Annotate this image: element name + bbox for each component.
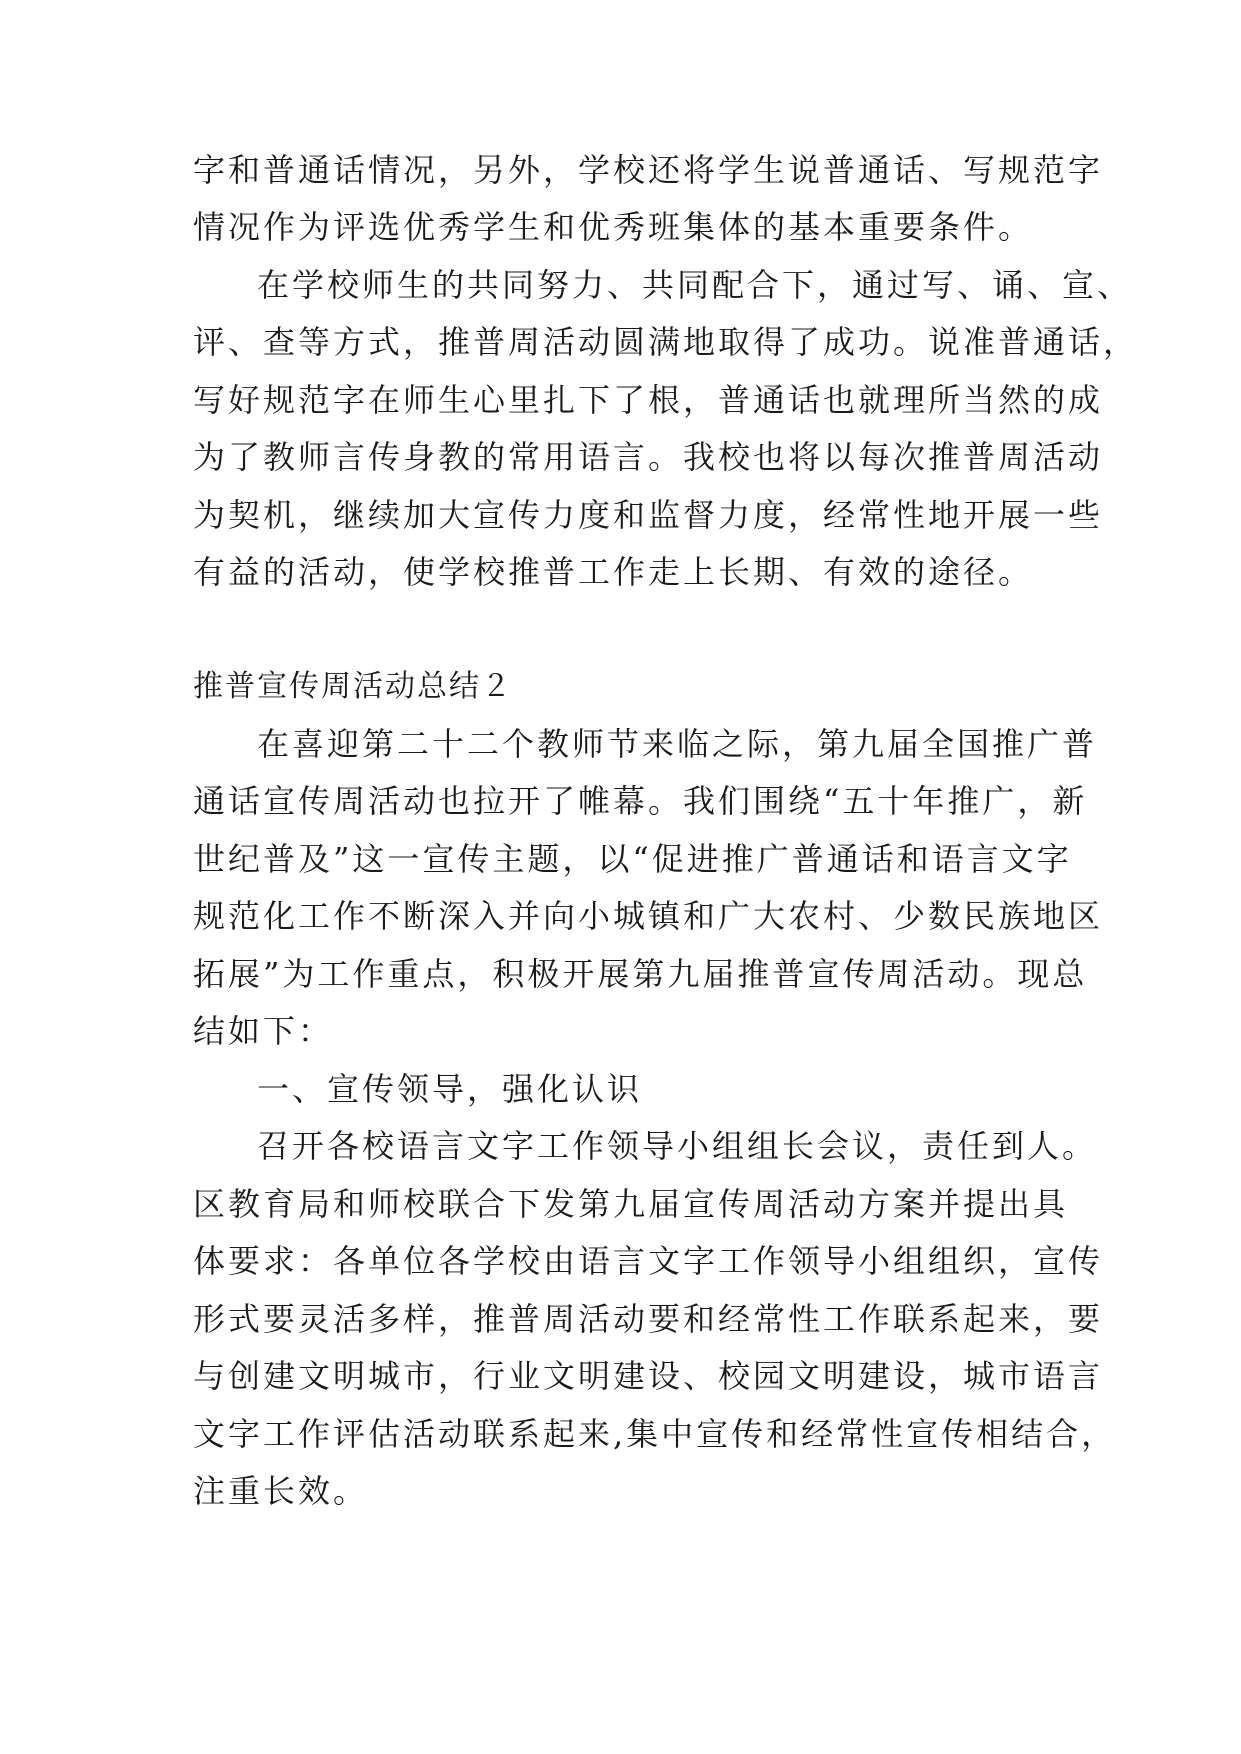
text-line: 为了教师言传身教的常用语言。我校也将以每次推普周活动: [193, 438, 1104, 476]
text-line: 有益的活动，使学校推普工作走上长期、有效的途径。: [193, 553, 1034, 591]
text-line: 注重长效。: [193, 1472, 369, 1510]
text-line: 形式要灵活多样，推普周活动要和经常性工作联系起来，要: [193, 1300, 1104, 1338]
paragraph-start-line: 召开各校语言文字工作领导小组组长会议，责任到人。: [257, 1127, 1098, 1165]
text-line: 区教育局和师校联合下发第九届宣传周活动方案并提出具: [193, 1185, 1069, 1223]
text-line: 文字工作评估活动联系起来,集中宣传和经常性宣传相结合，: [193, 1415, 1117, 1453]
text-line: 写好规范字在师生心里扎下了根，普通话也就理所当然的成: [193, 381, 1104, 419]
text-line: 拓展”为工作重点，积极开展第九届推普宣传周活动。现总: [193, 955, 1088, 993]
paragraph-start-line: 在学校师生的共同努力、共同配合下，通过写、诵、宣、: [257, 266, 1133, 304]
text-line: 结如下：: [193, 1012, 334, 1050]
text-line: 规范化工作不断深入并向小城镇和广大农村、少数民族地区: [193, 897, 1104, 935]
text-line: 世纪普及”这一宣传主题，以“促进推广普通话和语言文字: [193, 840, 1072, 878]
text-line: 体要求：各单位各学校由语言文字工作领导小组组织，宣传: [193, 1242, 1104, 1280]
text-line: 为契机，继续加大宣传力度和监督力度，经常性地开展一些: [193, 496, 1104, 534]
text-line: 通话宣传周活动也拉开了帷幕。我们围绕“五十年推广，新: [193, 782, 1088, 820]
text-line: 字和普通话情况，另外，学校还将学生说普通话、写规范字: [193, 151, 1104, 189]
paragraph-start-line: 在喜迎第二十二个教师节来临之际，第九届全国推广普: [257, 725, 1098, 763]
text-line: 与创建文明城市，行业文明建设、校园文明建设，城市语言: [193, 1357, 1104, 1395]
text-line: 情况作为评选优秀学生和优秀班集体的基本重要条件。: [193, 208, 1034, 246]
subheading: 一、宣传领导，强化认识: [257, 1070, 643, 1108]
section-title: 推普宣传周活动总结２: [193, 669, 513, 704]
text-line: 评、查等方式，推普周活动圆满地取得了成功。说准普通话，: [193, 323, 1139, 361]
